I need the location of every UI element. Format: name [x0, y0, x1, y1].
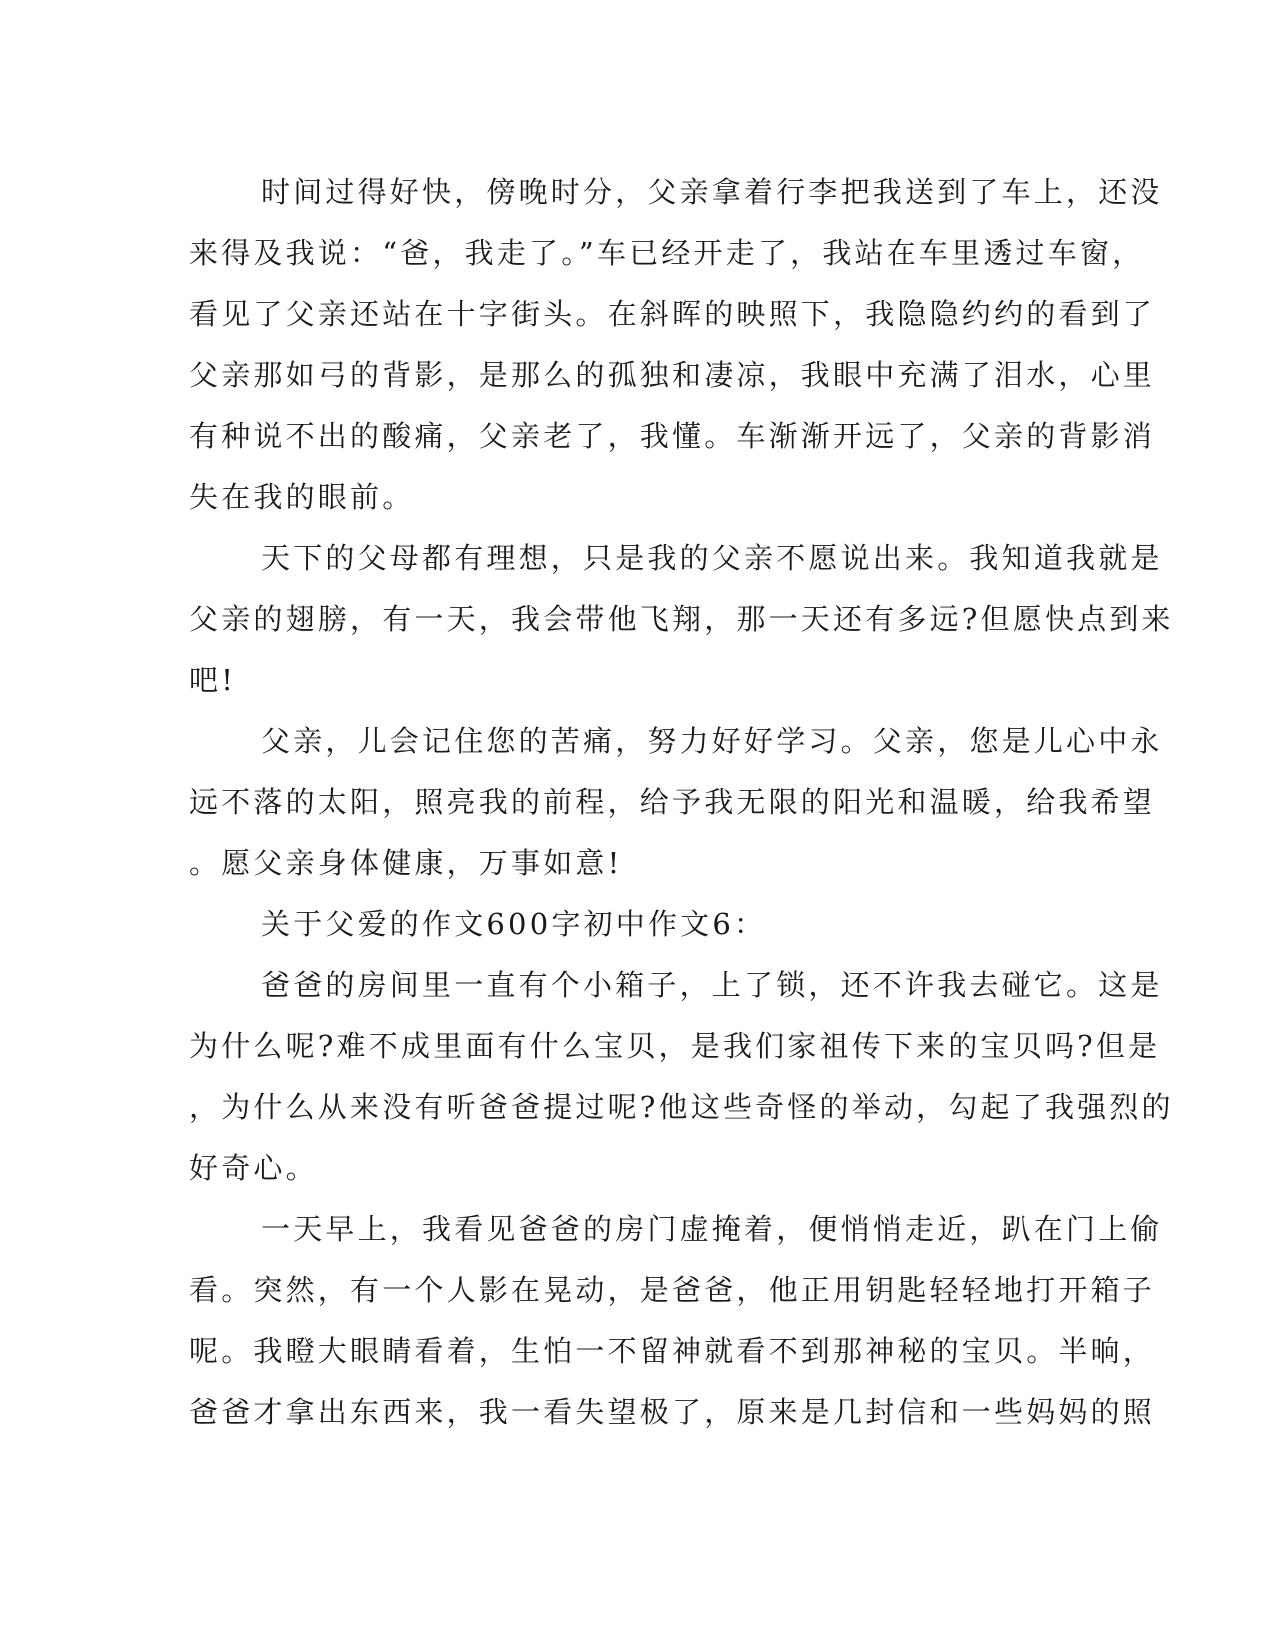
- text-line: 天下的父母都有理想，只是我的父亲不愿说出来。我知道我就是: [261, 541, 1163, 575]
- text-line: 为什么呢?难不成里面有什么宝贝，是我们家祖传下来的宝贝吗?但是: [189, 1029, 1161, 1063]
- text-line: 爸爸的房间里一直有个小箱子，上了锁，还不许我去碰它。这是: [261, 968, 1163, 1002]
- section-heading: 关于父爱的作文600字初中作文6：: [261, 907, 767, 941]
- text-line: 父亲的翅膀，有一天，我会带他飞翔，那一天还有多远?但愿快点到来: [189, 602, 1174, 636]
- text-line: 父亲，儿会记住您的苦痛，努力好好学习。父亲，您是儿心中永: [261, 724, 1163, 758]
- text-line: 父亲那如弓的背影，是那么的孤独和凄凉，我眼中充满了泪水，心里: [189, 358, 1156, 392]
- text-line: 看见了父亲还站在十字街头。在斜晖的映照下，我隐隐约约的看到了: [189, 297, 1156, 331]
- text-line: 好奇心。: [189, 1151, 318, 1185]
- text-line: 呢。我瞪大眼睛看着，生怕一不留神就看不到那神秘的宝贝。半晌，: [189, 1334, 1156, 1368]
- text-line: 一天早上，我看见爸爸的房门虚掩着，便悄悄走近，趴在门上偷: [261, 1212, 1163, 1246]
- text-line: ，为什么从来没有听爸爸提过呢?他这些奇怪的举动，勾起了我强烈的: [189, 1090, 1174, 1124]
- document-body: [189, 162, 1174, 1443]
- text-line: 有种说不出的酸痛，父亲老了，我懂。车渐渐开远了，父亲的背影消: [189, 419, 1156, 453]
- text-line: 来得及我说：“爸，我走了。”车已经开走了，我站在车里透过车窗，: [189, 236, 1145, 270]
- text-line: 。愿父亲身体健康，万事如意!: [189, 846, 623, 880]
- text-line: 时间过得好快，傍晚时分，父亲拿着行李把我送到了车上，还没: [261, 175, 1163, 209]
- text-line: 吧!: [189, 663, 237, 697]
- text-line: 看。突然，有一个人影在晃动，是爸爸，他正用钥匙轻轻地打开箱子: [189, 1273, 1156, 1307]
- text-line: 失在我的眼前。: [189, 480, 415, 514]
- text-line: 爸爸才拿出东西来，我一看失望极了，原来是几封信和一些妈妈的照: [189, 1395, 1156, 1429]
- text-line: 远不落的太阳，照亮我的前程，给予我无限的阳光和温暖，给我希望: [189, 785, 1156, 819]
